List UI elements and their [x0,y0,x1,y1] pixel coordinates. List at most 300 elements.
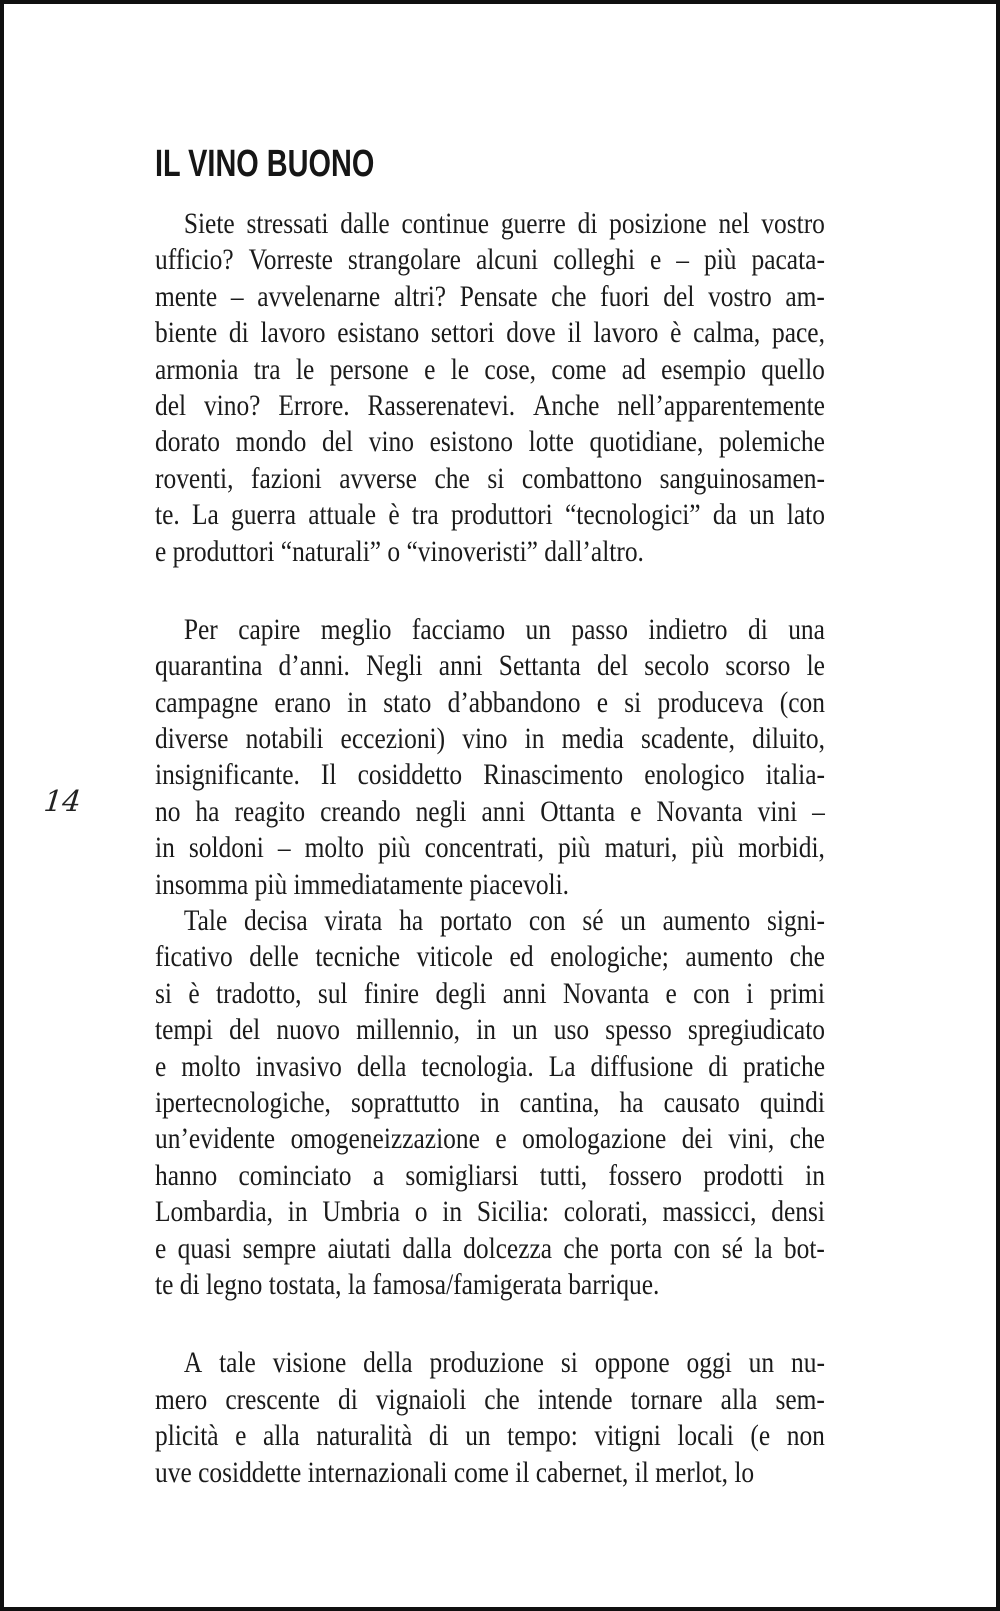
word: vitigni [594,1419,661,1453]
word: produceva [657,685,764,719]
word: è [670,316,682,350]
word: colorati, [563,1195,648,1229]
word: vino [462,722,508,756]
text-line [155,1012,825,1048]
word: polemiche [718,425,825,459]
word: La [548,1049,576,1083]
word: molto [304,831,364,865]
word: creando [320,794,401,828]
word: alla [720,1382,758,1416]
word: diffusione [590,1049,694,1083]
text-line [155,721,825,757]
word: intende [537,1382,613,1416]
word: crescente [225,1382,320,1416]
word: Il [320,758,337,792]
word: oggi [686,1346,732,1380]
word: che [484,1382,520,1416]
word: più [558,831,591,865]
word: in [805,1158,825,1192]
word: anni [481,794,526,828]
word: vino [368,425,414,459]
word: del [155,388,187,422]
word: primi [769,976,825,1010]
word: te. [155,498,180,532]
word: cantina, [519,1085,600,1119]
word: cominciato [238,1158,352,1192]
word: insignificante. [155,758,300,792]
word: posizione [609,207,707,240]
word: erano [274,685,331,719]
word: bot- [783,1231,825,1265]
word: Pensate [459,279,538,313]
word: dolcezza [463,1231,553,1265]
word: del [229,1013,261,1047]
word: i [746,976,754,1010]
word: visione [272,1346,347,1380]
word: sé [582,904,604,938]
word: che [434,461,470,495]
word: stato [383,685,432,719]
word: delle [249,940,299,974]
word: spesso [605,1013,672,1047]
word: vostro [708,279,772,313]
text-line [155,206,825,242]
word: La [191,498,219,532]
word: scadente, [641,722,735,756]
word: – [812,794,825,828]
text-line [155,424,825,460]
word: Vorreste [248,243,333,277]
word: omogeneizzazione [290,1122,480,1156]
word: tempi [155,1013,213,1047]
word: virata [324,904,383,938]
paragraph [155,903,825,1303]
word: continue [401,207,490,240]
word: ufficio? [155,243,234,277]
text-line [155,352,825,388]
word: nell’apparentemente [617,388,825,422]
text-line [155,648,825,684]
word: attuale [308,498,377,532]
word: e [235,1419,247,1453]
paragraph [155,612,825,903]
word: tale [219,1346,256,1380]
word: non [786,1419,825,1453]
word: fossero [608,1158,682,1192]
word: guerra [231,498,297,532]
word: Lombardia, [155,1195,273,1229]
word: signi- [766,904,825,938]
word: oppone [594,1346,670,1380]
word: aumento [685,940,774,974]
word: reagito [234,794,306,828]
word: Rinascimento [483,758,624,792]
word: la [754,1231,773,1265]
word: in [442,1195,463,1229]
word: un [749,498,775,532]
word: tra [411,498,439,532]
word: esistono [429,425,514,459]
word: un [512,1013,538,1047]
word: colleghi [553,243,636,277]
word: Siete [183,207,235,240]
word: quello [761,352,825,386]
word: aumento [662,904,751,938]
word: soprattutto [350,1085,460,1119]
text-line [155,939,825,975]
word: Settanta [498,649,581,683]
word: Tale [183,904,228,938]
word: tra [253,352,281,386]
word: tradotto, [216,976,302,1010]
word: somigliarsi [405,1158,519,1192]
word: esempio [661,352,746,386]
word: vino? [203,388,261,422]
word: meglio [320,612,392,646]
word: ha [399,904,424,938]
word: nuovo [276,1013,340,1047]
word: tempo: [507,1419,578,1453]
word: spregiudicato [687,1013,825,1047]
word: un [525,612,551,646]
word: le [450,352,470,386]
word: hanno [155,1158,218,1192]
word: settori [430,316,495,350]
word: vini, [728,1122,775,1156]
text-line [155,461,825,497]
word: ha [195,794,220,828]
word: avvelenarne [257,279,381,313]
paragraph [155,206,825,570]
word: più [703,243,737,277]
word: le [295,352,315,386]
word: dei [681,1122,713,1156]
word: concentrati, [424,831,544,865]
word: in [479,1085,500,1119]
word: prodotti [703,1158,784,1192]
word: come [551,352,607,386]
word: ad [621,352,646,386]
word: scorso [725,649,791,683]
word: di [337,1382,358,1416]
word: di [228,316,249,350]
word: naturalità [316,1419,413,1453]
text-line [155,242,825,278]
text-line [155,976,825,1012]
word: del [663,279,695,313]
word: diluito, [752,722,825,756]
word: causato [663,1085,740,1119]
word: A [183,1346,203,1380]
word: guerre [500,207,566,240]
word: massicci, [662,1195,757,1229]
word: e [650,243,662,277]
word: si [155,976,172,1010]
word: lotte [528,425,574,459]
text-line [155,757,825,793]
word: ed [509,940,534,974]
word: Errore. [278,388,350,422]
word: le [806,649,825,683]
text-line [155,1121,825,1157]
word: densi [771,1195,825,1229]
word: capire [238,612,301,646]
word: diverse [155,722,229,756]
word: ficativo [155,940,233,974]
word: omologazione [522,1122,667,1156]
word: am- [785,279,825,313]
word: sanguinosamen- [659,461,825,495]
word: della [356,1049,407,1083]
chapter-title-text: IL VINO BUONO [155,143,375,185]
word: di [577,207,598,240]
word: Novanta [562,976,650,1010]
word: della [363,1346,413,1380]
word: si [560,1346,578,1380]
word: e [495,1122,507,1156]
word: soldoni [188,831,264,865]
word: persone [329,352,409,386]
word: il [567,316,582,350]
word: e [596,685,609,719]
text-line [155,1158,825,1194]
word: secolo [644,649,710,683]
word: e [155,1231,167,1265]
word: avverse [339,461,417,495]
word: mondo [235,425,307,459]
word: si [624,685,642,719]
word: degli [435,976,487,1010]
word: quasi [177,1231,232,1265]
chapter-title [155,144,996,184]
word: d’abbandono [447,685,581,719]
word: strangolare [347,243,461,277]
word: un [620,904,646,938]
word: cosiddetto [357,758,463,792]
word: più [378,831,411,865]
text-line [155,1231,825,1267]
word: mero [155,1382,208,1416]
word: uso [553,1013,590,1047]
text-line [155,1418,825,1454]
word: locali [677,1419,734,1453]
word: Umbria [322,1195,401,1229]
word: dalle [340,207,390,240]
word: nel [718,207,750,240]
text-line [155,830,825,866]
word: viticole [416,940,493,974]
text-line [155,612,825,648]
text-line: insomma più immediatamente piacevoli. [155,867,570,901]
word: dorato [155,425,220,459]
word: decisa [244,904,308,938]
paragraph [155,1345,825,1491]
word: sem- [775,1382,825,1416]
word: in [524,722,545,756]
word: calma, [693,316,761,350]
word: – [230,279,244,313]
word: – [277,831,291,865]
word: quotidiane, [589,425,704,459]
word: molto [181,1049,241,1083]
word: in [287,1195,308,1229]
word: è [388,498,400,532]
word: Negli [366,649,423,683]
word: che [563,1231,599,1265]
word: mente [155,279,218,313]
text-line [155,279,825,315]
word: – [676,243,690,277]
word: del [596,649,629,683]
word: “tecnologici” [564,498,701,532]
word: lato [786,498,825,532]
text-line [155,1345,825,1381]
word: italia- [765,758,825,792]
word: è [188,976,200,1010]
word: millennio, [356,1013,461,1047]
word: tecniche [315,940,401,974]
text-line [155,1049,825,1085]
word: un’evidente [155,1122,276,1156]
word: una [788,612,825,646]
word: Anche [533,388,600,422]
text-line [155,315,825,351]
word: quindi [759,1085,825,1119]
word: fuori [600,279,650,313]
word: lavoro [260,316,326,350]
word: notabili [245,722,324,756]
text-line [155,794,825,830]
word: di [747,612,768,646]
word: dalla [402,1231,452,1265]
word: nu- [791,1346,825,1380]
word: pacata- [751,243,825,277]
text-line: e produttori “naturali” o “vinoveristi” dall’altro. [155,534,644,568]
word: alcuni [475,243,539,277]
word: roventi, [155,461,234,495]
word: in [476,1013,497,1047]
text-line [155,1194,825,1230]
page-number: 14 [42,784,83,818]
word: di [708,1049,729,1083]
word: o [414,1195,428,1229]
text-line [155,388,825,424]
word: maturi, [604,831,678,865]
word: a [372,1158,385,1192]
word: in [155,831,175,865]
word: invasivo [255,1049,342,1083]
word: e [630,794,642,828]
word: con [528,904,566,938]
word: stressati [246,207,329,240]
word: biente [155,316,218,350]
word: del [321,425,354,459]
word: si [487,461,505,495]
word: cose, [484,352,537,386]
word: sul [317,976,348,1010]
word: in [347,685,367,719]
word: vignaioli [375,1382,467,1416]
word: aiutati [327,1231,392,1265]
word: anni [502,976,547,1010]
word: sempre [242,1231,317,1265]
word: esistano [337,316,420,350]
word: finire [363,976,420,1010]
word: indietro [648,612,728,646]
word: pratiche [743,1049,825,1083]
word: porta [610,1231,663,1265]
word: lavoro [593,316,659,350]
word: con [673,1231,711,1265]
word: armonia [155,352,239,386]
text-line [155,903,825,939]
word: ipertecnologiche, [155,1085,331,1119]
word: passo [571,612,628,646]
word: anni [438,649,483,683]
word: enologico [644,758,745,792]
word: tutti, [539,1158,588,1192]
word: plicità [155,1419,219,1453]
word: Ottanta [540,794,616,828]
word: da [712,498,737,532]
word: campagne [155,685,259,719]
word: media [561,722,624,756]
word: un [748,1346,775,1380]
word: ha [619,1085,644,1119]
word: dove [506,316,556,350]
word: produzione [429,1346,544,1380]
word: Per [183,612,218,646]
word: un [465,1419,491,1453]
text-column [155,206,825,1491]
text-line [155,1382,825,1418]
word: tornare [630,1382,703,1416]
word: tecnologia. [421,1049,534,1083]
word: (con [779,685,825,719]
word: d’anni. [278,649,350,683]
word: e [424,352,436,386]
word: sé [721,1231,743,1265]
word: produttori [450,498,553,532]
text-line: uve cosiddette internazionali come il cabernet, il merlot, lo [155,1455,755,1489]
word: no [155,794,181,828]
word: portato [439,904,513,938]
word: vostro [761,207,825,240]
word: Sicilia: [476,1195,549,1229]
text-line [155,497,825,533]
word: di [428,1419,449,1453]
word: e [155,1049,167,1083]
word: che [789,1122,825,1156]
word: combattono [521,461,643,495]
word: e [665,976,677,1010]
word: alla [262,1419,300,1453]
word: con [693,976,730,1010]
text-line [155,1085,825,1121]
word: facciamo [411,612,506,646]
word: quarantina [155,649,263,683]
word: Novanta [656,794,743,828]
word: fazioni [251,461,322,495]
word: morbidi, [737,831,825,865]
word: più [691,831,724,865]
word: enologiche; [550,940,669,974]
word: Rasserenatevi. [367,388,516,422]
text-line [155,685,825,721]
word: altri? [393,279,447,313]
word: pace, [771,316,825,350]
word: che [551,279,587,313]
